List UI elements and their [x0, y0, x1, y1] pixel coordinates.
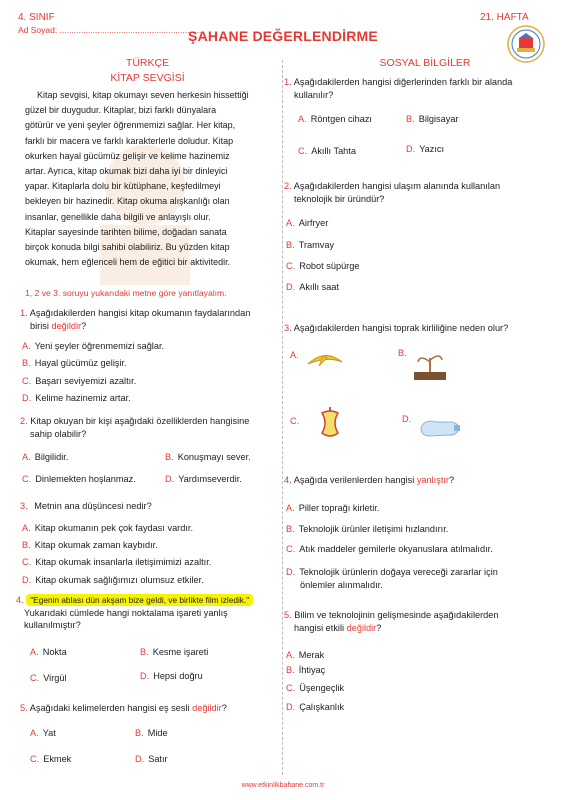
option-c[interactable]: C. Kitap okumak insanlarla iletişimimizi azaltır.: [22, 557, 212, 567]
option-a[interactable]: A. Röntgen cihazı: [298, 114, 372, 124]
option-d[interactable]: D. Satır: [135, 754, 168, 764]
option-d[interactable]: D. Kelime hazinemiz artar.: [22, 393, 131, 403]
option-c[interactable]: C.: [290, 416, 300, 426]
banana-peel-icon: [305, 346, 345, 368]
apple-core-icon: [318, 405, 342, 441]
option-d[interactable]: D. Hepsi doğru: [140, 671, 203, 681]
option-c[interactable]: C. Üşengeçlik: [286, 683, 345, 693]
option-c[interactable]: C. Başarı seviyemizi azaltır.: [22, 376, 137, 386]
section-sosyal: SOSYAL BİLGİLER: [379, 57, 471, 69]
section-turkce: TÜRKÇE: [125, 57, 170, 69]
text-title: KİTAP SEVGİSİ: [110, 72, 185, 84]
option-d[interactable]: D. Çalışkanlık: [286, 702, 345, 712]
option-b[interactable]: B. Kitap okumak zaman kaybıdır.: [22, 540, 158, 550]
option-b[interactable]: B. Kesme işareti: [140, 647, 209, 657]
option-a[interactable]: A. Yat: [30, 728, 56, 738]
option-b[interactable]: B.: [398, 348, 407, 358]
name-field: Ad Soyad: .............................................................: [18, 25, 204, 35]
option-b[interactable]: B. Tramvay: [286, 240, 335, 250]
option-a[interactable]: A. Airfryer: [286, 218, 329, 228]
option-b[interactable]: B. Mide: [135, 728, 168, 738]
plastic-bottle-icon: [418, 416, 462, 440]
grade-label: 4. SINIF: [18, 12, 55, 23]
sosyal-question-3: 3. Aşağıdakilerden hangisi toprak kirliliğine neden olur?: [284, 323, 509, 333]
option-a[interactable]: A.: [290, 350, 299, 360]
option-a[interactable]: A. Bilgilidir.: [22, 452, 69, 462]
option-d[interactable]: D. Yardımseverdir.: [165, 474, 242, 484]
option-c[interactable]: C. Dinlemekten hoşlanmaz.: [22, 474, 136, 484]
reading-passage: Kitap sevgisi, kitap okumayı seven herkesin hissettiği güzel bir duygudur. Kitaplar, bizi farklı dünyalara götürür ve yeni şeyler öğrenmemizi sağlar. Her kitap, farklı bir macera ve farklı karakterlerle doludur. Kitap okurken hayal gücümüz gelişir ve kelime hazinemiz artar. Ayrıca, kitap okumak bizi daha iyi bir dinleyici yapar. Kitaplarla dolu bir kütüphane, keşfedilmeyi bekleyen bir hazinedir. Kitap okuma alışkanlığı olan insanlar, genellikle daha bilgili ve anlayışlı olur. Kitaplar sayesinde tarihten bilime, doğadan sanata birçok konuda bilgi sahibi olabiliriz. Bu yüzden kitap okumak, hem eğlenceli hem de eğitici bir aktivitedir.: [25, 90, 249, 268]
option-d[interactable]: D. Kitap okumak sağlığımızı olumsuz etkiler.: [22, 575, 204, 585]
option-c[interactable]: C. Ekmek: [30, 754, 72, 764]
week-label: 21. HAFTA: [480, 12, 529, 23]
turkce-question-1: 1. Aşağıdakilerden hangisi kitap okumanın faydalarından birisi değildir?: [20, 308, 251, 331]
option-b[interactable]: B. Teknolojik ürünler iletişimi hızlandırır.: [286, 524, 449, 534]
option-d[interactable]: D. Akıllı saat: [286, 282, 340, 292]
option-a[interactable]: A. Piller toprağı kirletir.: [286, 503, 380, 513]
option-b[interactable]: B. Bilgisayar: [406, 114, 459, 124]
sosyal-question-5: 5. Bilim ve teknolojinin gelişmesinde aşağıdakilerden hangisi etkili değildir?: [284, 610, 499, 633]
option-b[interactable]: B. İhtiyaç: [286, 665, 326, 675]
option-a[interactable]: A. Nokta: [30, 647, 67, 657]
option-c[interactable]: C. Virgül: [30, 673, 67, 683]
option-d[interactable]: D. Yazıcı: [406, 144, 445, 154]
turkce-question-4: 4. "Egenin ablası dün akşam bize geldi, ve birlikte film izledik." Yukarıdaki cümlede hangi noktalama işareti yanlış kullanılmıştır?: [16, 594, 278, 632]
plant-in-soil-icon: [412, 350, 448, 382]
option-d[interactable]: D.: [402, 414, 412, 424]
option-b[interactable]: B. Hayal gücümüz gelişir.: [22, 358, 127, 368]
highlighted-sentence: "Egenin ablası dün akşam bize geldi, ve birlikte film izledik.": [26, 594, 253, 606]
turkce-question-2: 2. Kitap okuyan bir kişi aşağıdaki özelliklerden hangisine sahip olabilir?: [20, 416, 250, 439]
sosyal-question-2: 2. Aşağıdakilerden hangisi ulaşım alanında kullanılan teknolojik bir üründür?: [284, 181, 501, 204]
option-a[interactable]: A. Merak: [286, 650, 325, 660]
sosyal-question-4: 4. Aşağıda verilenlerden hangisi yanlıştır?: [284, 475, 455, 485]
option-c[interactable]: C. Akıllı Tahta: [298, 146, 356, 156]
option-d[interactable]: D. Teknolojik ürünlerin doğaya vereceği zararlar için önlemler alınmalıdır.: [286, 567, 498, 590]
option-b[interactable]: B. Konuşmayı sever.: [165, 452, 251, 462]
turkce-question-5: 5. Aşağıdaki kelimelerden hangisi eş sesli değildir?: [20, 703, 227, 713]
option-c[interactable]: C. Atık maddeler gemilerle okyanuslara atılmalıdır.: [286, 544, 493, 554]
option-c[interactable]: C. Robot süpürge: [286, 261, 360, 271]
column-divider: [282, 60, 283, 775]
instruction-text: 1, 2 ve 3. soruyu yukarıdaki metne göre yanıtlayalım.: [25, 288, 227, 298]
turkce-question-3: 3. Metnin ana düşüncesi nedir?: [20, 501, 152, 511]
option-a[interactable]: A. Kitap okumanın pek çok faydası vardır.: [22, 523, 194, 533]
sosyal-question-1: 1. Aşağıdakilerden hangisi diğerlerinden farklı bir alanda kullanılır?: [284, 77, 513, 100]
page-title: ŞAHANE DEĞERLENDİRME: [188, 28, 378, 44]
footer-url[interactable]: www.etkinlikbahane.com.tr: [241, 782, 325, 789]
option-a[interactable]: A. Yeni şeyler öğrenmemizi sağlar.: [22, 341, 165, 351]
